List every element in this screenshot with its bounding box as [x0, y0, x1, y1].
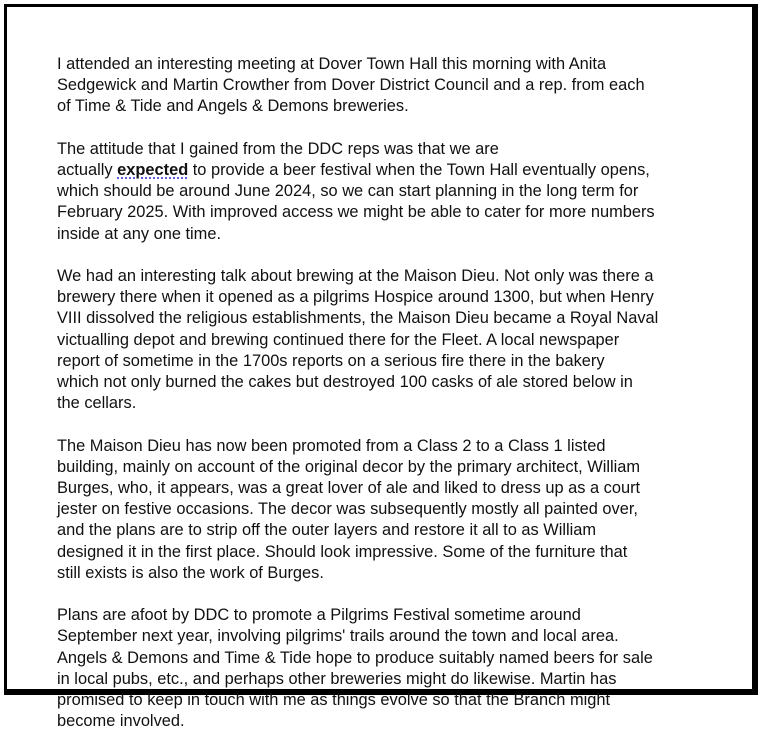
document-body — [57, 54, 737, 754]
paragraph-attitude — [57, 139, 737, 245]
paragraph-attitude-before: The attitude that I gained from the DDC reps was that we are actually — [57, 139, 499, 179]
paragraph-brewing-history: We had an interesting talk about brewing at the Maison Dieu. Not only was there a brewery there when it opened as a pilgrims Hospice around 1300, but when Henry VIII dissolved the religious establishments, the Maison Dieu became a Royal Naval victualling depot and brewing continued there for the Fleet. A local newspaper report of sometime in the 1700s reports on a serious fire there in the bakery which not only burned the cakes but destroyed 100 casks of ale stored below in the cellars. — [57, 267, 659, 413]
paragraph-meeting: I attended an interesting meeting at Dover Town Hall this morning with Anita Sedgewick and Martin Crowther from Dover District Council and a rep. from each of Time & Tide and Angels & Demons breweries. — [57, 55, 645, 116]
paragraph-attitude-after: to provide a beer festival when the Town Hall eventually opens, which should be around June 2024, so we can start planning in the long term for February 2025. With improved access we might be able to cater for more numbers inside at any one time. — [57, 161, 655, 243]
emphasis-expected: expected — [117, 161, 189, 179]
paragraph-listed-building: The Maison Dieu has now been promoted from a Class 2 to a Class 1 listed building, mainly on account of the original decor by the primary architect, William Burges, who, it appears, was a great lover of ale and liked to dress up as a court jester on festive occasions. The decor was subsequently mostly all painted over, and the plans are to strip off the outer layers and restore it all to as William designed it in the first place. Should look impressive. Some of the furniture that still exists is also the work of Burges. — [57, 436, 641, 582]
paragraph-pilgrims-festival: Plans are afoot by DDC to promote a Pilgrims Festival sometime around September next year, involving pilgrims' trails around the town and local area. Angels & Demons and Time & Tide hope to produce suitably named beers for sale in local pubs, etc., and perhaps other breweries might do likewise. Martin has promised to keep in touch with me as things evolve so that the Branch might become involved. — [57, 606, 653, 731]
